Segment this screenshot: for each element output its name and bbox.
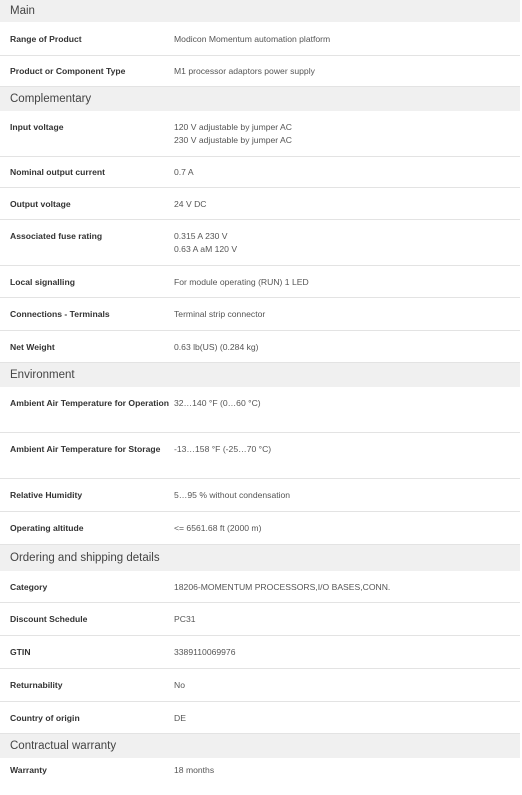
spec-label: Connections - Terminals	[10, 309, 110, 319]
spec-value	[174, 33, 520, 46]
spec-value-line: 18206-MOMENTUM PROCESSORS,I/O BASES,CONN.	[174, 582, 391, 592]
spec-value	[174, 65, 520, 78]
spec-value-line: Modicon Momentum automation platform	[174, 34, 331, 44]
spec-row-ambient-air-temperature-for-storage	[0, 433, 520, 479]
spec-value-line: 18 months	[174, 765, 215, 775]
spec-value	[174, 646, 520, 659]
spec-value-line: -13…158 °F (-25…70 °C)	[174, 444, 272, 454]
spec-value	[174, 712, 520, 725]
spec-row-range-of-product	[0, 22, 520, 56]
spec-value	[174, 764, 520, 777]
spec-value	[174, 276, 520, 289]
spec-value-line: 120 V adjustable by jumper AC	[174, 122, 292, 132]
spec-label: Input voltage	[10, 122, 64, 132]
spec-row-category	[0, 571, 520, 603]
spec-value	[174, 489, 520, 502]
spec-row-associated-fuse-rating	[0, 220, 520, 266]
spec-row-gtin	[0, 636, 520, 669]
spec-value	[174, 308, 520, 321]
spec-row-input-voltage	[0, 111, 520, 157]
spec-label: Relative Humidity	[10, 490, 83, 500]
spec-label: Returnability	[10, 680, 63, 690]
spec-label: Warranty	[10, 765, 47, 775]
spec-row-country-of-origin	[0, 702, 520, 734]
spec-row-warranty	[0, 758, 520, 782]
spec-label: Country of origin	[10, 713, 80, 723]
spec-value	[174, 230, 520, 256]
spec-row-operating-altitude	[0, 512, 520, 545]
spec-value-line: 3389110069976	[174, 647, 236, 657]
spec-value-line: 24 V DC	[174, 199, 207, 209]
spec-value-line: 0.63 A aM 120 V	[174, 244, 238, 254]
section-header-contractual-warranty: Contractual warranty	[0, 734, 520, 758]
spec-value-line: PC31	[174, 614, 196, 624]
spec-label: Category	[10, 582, 48, 592]
section-header-ordering-and-shipping-details: Ordering and shipping details	[0, 545, 520, 571]
spec-value-line: <= 6561.68 ft (2000 m)	[174, 523, 262, 533]
spec-row-ambient-air-temperature-for-operation	[0, 387, 520, 433]
spec-label: Ambient Air Temperature for Operation	[10, 398, 170, 408]
spec-label: Discount Schedule	[10, 614, 88, 624]
spec-label: GTIN	[10, 647, 31, 657]
spec-label: Range of Product	[10, 34, 82, 44]
spec-label: Ambient Air Temperature for Storage	[10, 444, 161, 454]
spec-row-net-weight	[0, 331, 520, 363]
spec-label: Operating altitude	[10, 523, 84, 533]
spec-row-returnability	[0, 669, 520, 702]
spec-label: Net Weight	[10, 342, 55, 352]
spec-value	[174, 679, 520, 692]
spec-value-line: 0.315 A 230 V	[174, 231, 228, 241]
section-header-main: Main	[0, 0, 520, 22]
spec-value-line: For module operating (RUN) 1 LED	[174, 277, 309, 287]
spec-label: Local signalling	[10, 277, 75, 287]
spec-value	[174, 198, 520, 211]
spec-value-line: 5…95 % without condensation	[174, 490, 291, 500]
spec-value-line: 230 V adjustable by jumper AC	[174, 135, 292, 145]
spec-value-line: DE	[174, 713, 186, 723]
spec-value-line: No	[174, 680, 185, 690]
spec-value-line: Terminal strip connector	[174, 309, 266, 319]
spec-row-local-signalling	[0, 266, 520, 298]
spec-value	[174, 341, 520, 354]
spec-label: Output voltage	[10, 199, 71, 209]
section-header-environment: Environment	[0, 363, 520, 387]
spec-row-output-voltage	[0, 188, 520, 220]
spec-value	[174, 121, 520, 147]
spec-value-line: M1 processor adaptors power supply	[174, 66, 315, 76]
spec-label: Associated fuse rating	[10, 231, 103, 241]
spec-row-relative-humidity	[0, 479, 520, 512]
spec-value	[174, 581, 520, 594]
spec-row-product-or-component-type	[0, 56, 520, 87]
spec-label: Nominal output current	[10, 167, 106, 177]
spec-value	[174, 166, 520, 179]
section-header-complementary: Complementary	[0, 87, 520, 111]
spec-row-connections-terminals	[0, 298, 520, 331]
spec-value	[174, 522, 520, 535]
spec-value	[174, 613, 520, 626]
spec-row-nominal-output-current	[0, 157, 520, 188]
spec-value-line: 0.63 lb(US) (0.284 kg)	[174, 342, 259, 352]
spec-row-discount-schedule	[0, 603, 520, 636]
spec-value-line: 0.7 A	[174, 167, 194, 177]
spec-value-line: 32…140 °F (0…60 °C)	[174, 398, 261, 408]
spec-value	[174, 443, 520, 456]
spec-label: Product or Component Type	[10, 66, 126, 76]
spec-value	[174, 397, 520, 410]
